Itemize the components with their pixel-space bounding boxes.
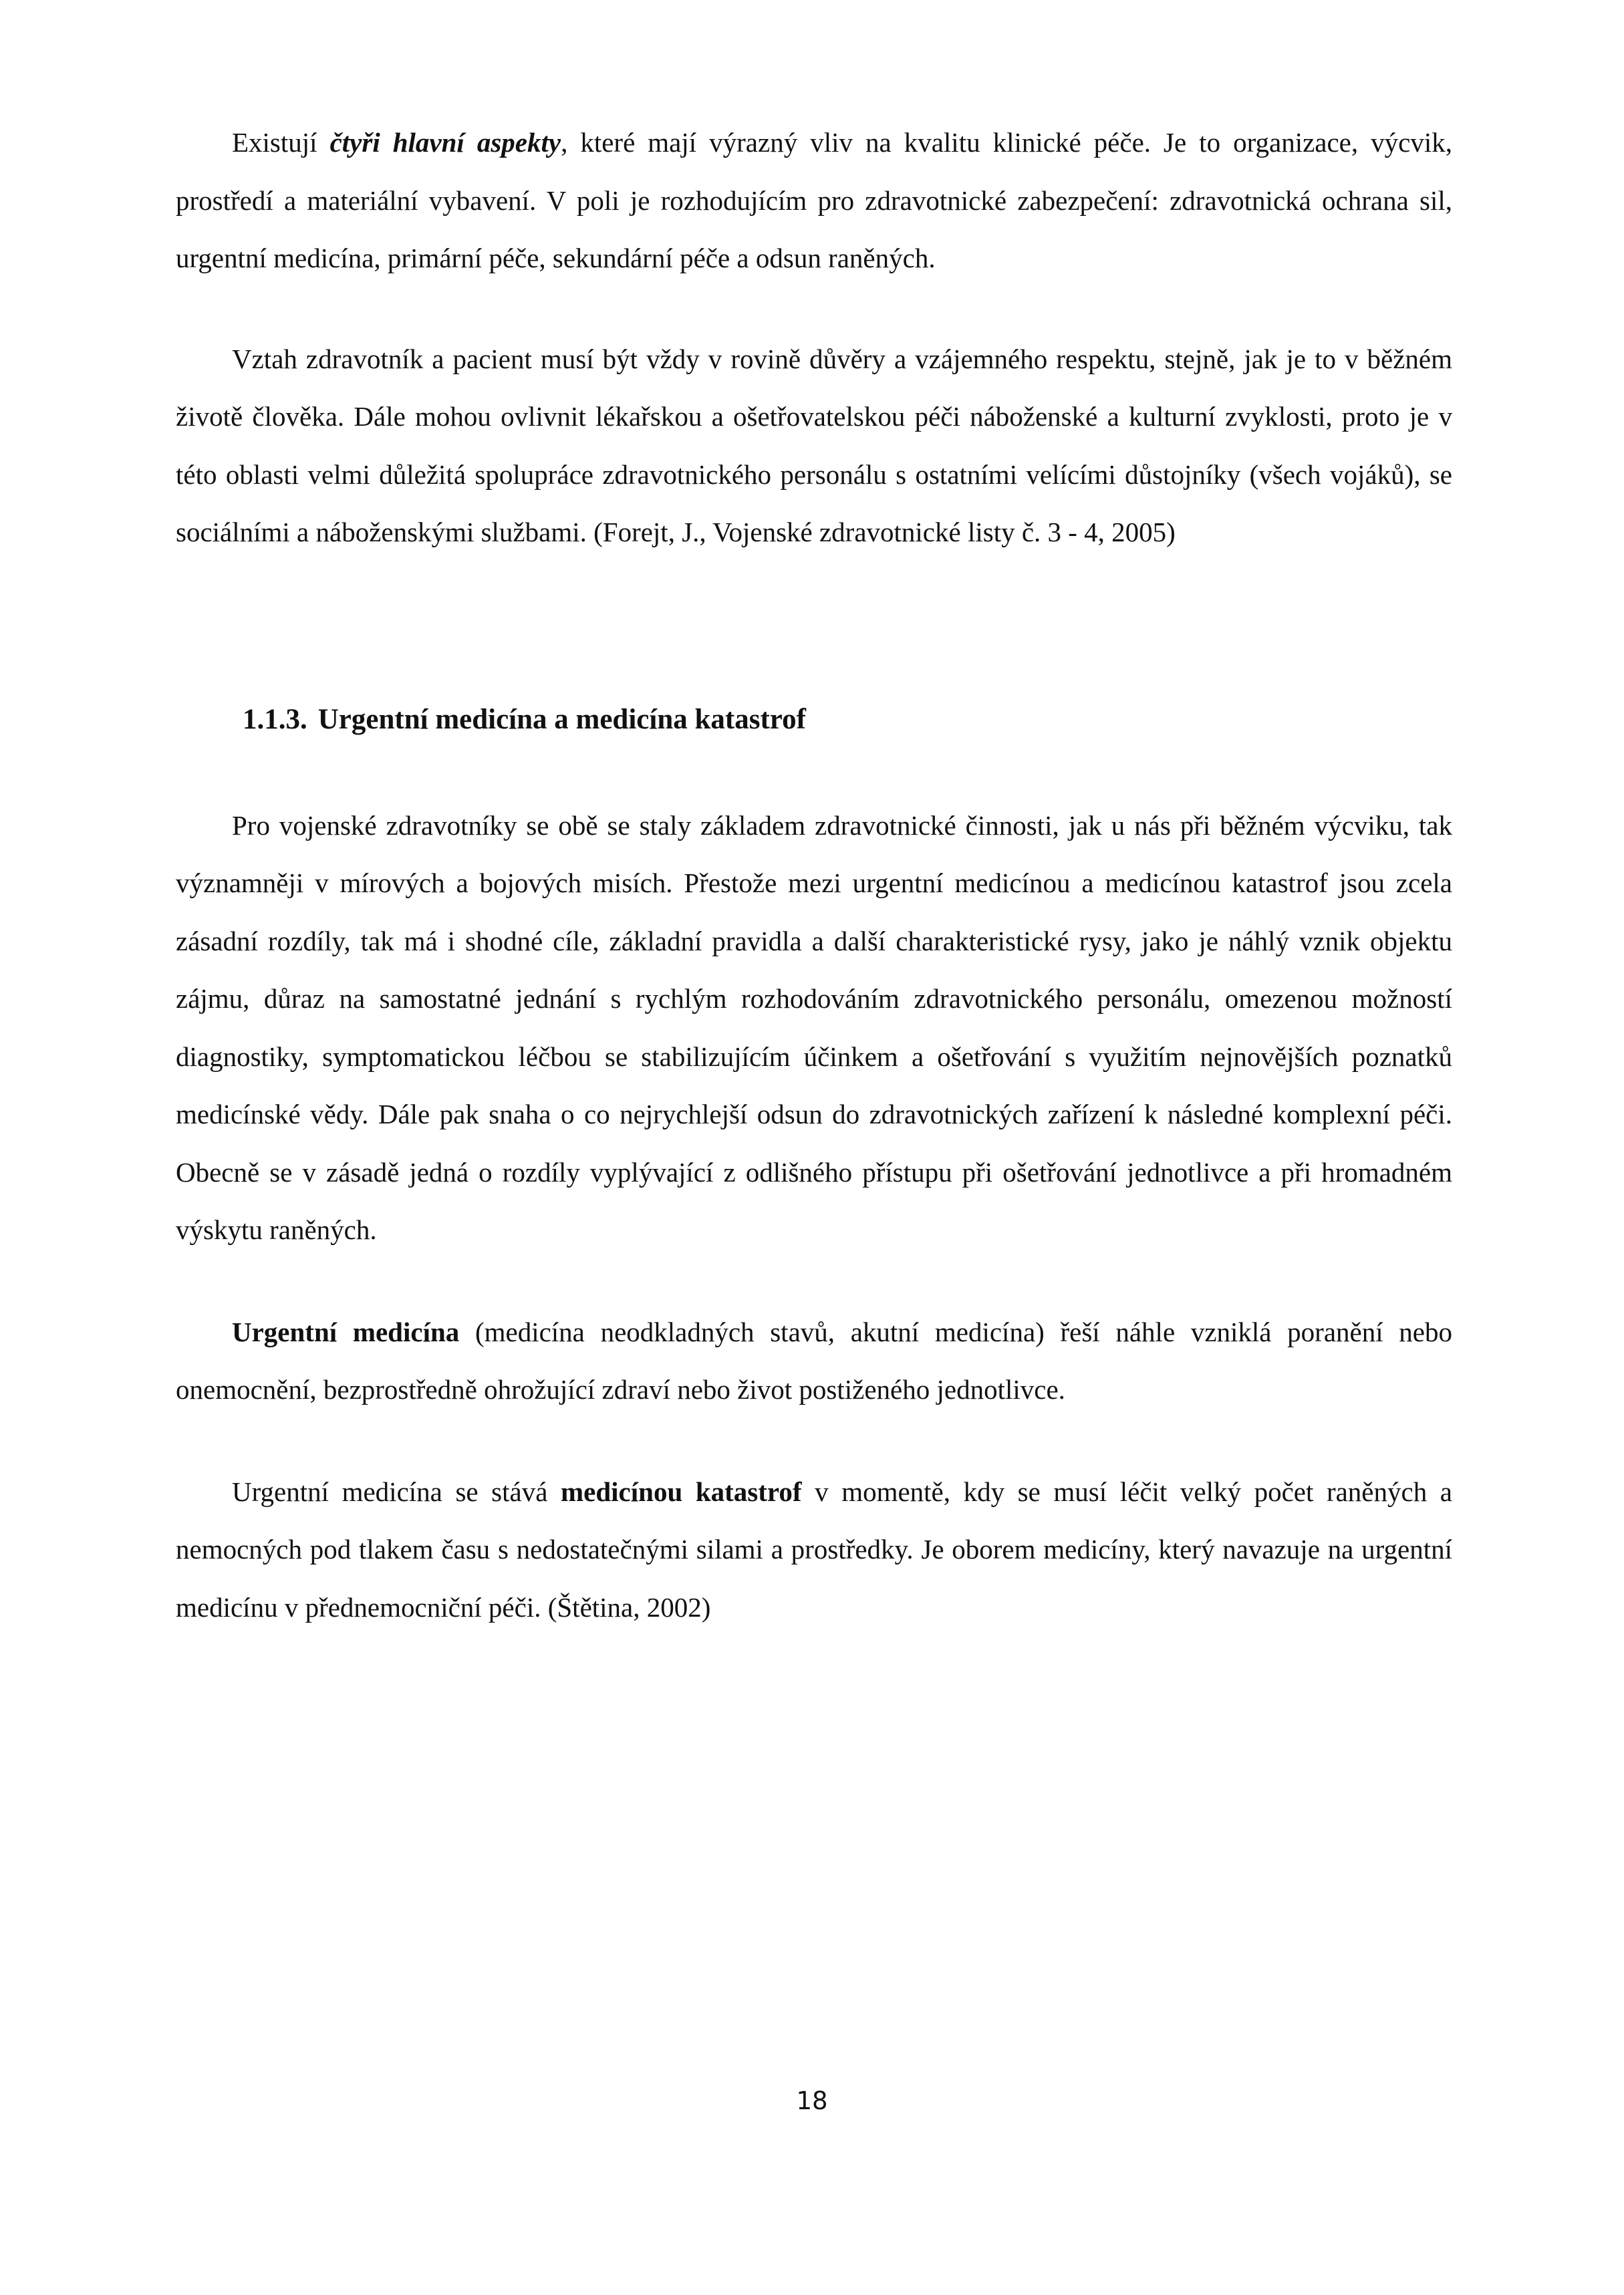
paragraph-aspects-text-2: , které mají výrazný vliv na kvalitu klinické péče. Je to organizace, výcvik, prostředí a materiální vybavení. V poli je rozhodujícím pro zdravotnické zabezpečení: zdravotnická ochrana sil, urgentní medicína, primární péče, sekundární péče a odsun raněných. <box>176 127 1452 273</box>
paragraph-military-medics <box>176 797 1452 1259</box>
paragraph-relationship <box>176 330 1452 561</box>
document-page <box>176 114 1452 1636</box>
section-title: Urgentní medicína a medicína katastrof <box>317 703 806 735</box>
emphasis-four-aspects: čtyři hlavní aspekty <box>329 127 561 158</box>
paragraph-aspects-text-1: Existují <box>232 127 330 158</box>
term-urgent-medicine: Urgentní medicína <box>232 1316 460 1347</box>
paragraph-urgent-medicine-text: (medicína neodkladných stavů, akutní medicína) řeší náhle vzniklá poranění nebo onemocnění, bezprostředně ohrožující zdraví nebo život postiženého jednotlivce. <box>176 1316 1452 1405</box>
paragraph-aspects <box>176 114 1452 287</box>
paragraph-disaster-medicine <box>176 1463 1452 1637</box>
paragraph-military-medics-text: Pro vojenské zdravotníky se obě se staly základem zdravotnické činnosti, jak u nás při běžném výcviku, tak významněji v mírových a bojových misích. Přestože mezi urgentní medicínou a medicínou katastrof jsou zcela zásadní rozdíly, tak má i shodné cíle, základní pravidla a další charakteristické rysy, jako je náhlý vznik objektu zájmu, důraz na samostatné jednání s rychlým rozhodováním zdravotnického personálu, omezenou možností diagnostiky, symptomatickou léčbou se stabilizujícím účinkem a ošetřování s využitím nejnovějších poznatků medicínské vědy. Dále pak snaha o co nejrychlejší odsun do zdravotnických zařízení k následné komplexní péči. Obecně se v zásadě jedná o rozdíly vyplývající z odlišného přístupu při ošetřování jednotlivce a při hromadném výskytu raněných. <box>176 809 1452 1245</box>
paragraph-disaster-medicine-text-2: v momentě, kdy se musí léčit velký počet raněných a nemocných pod tlakem času s nedostatečnými silami a prostředky. Je oborem medicíny, který navazuje na urgentní medicínu v přednemocniční péči. (Štětina, 2002) <box>176 1476 1452 1623</box>
section-number: 1.1.3. <box>243 703 307 735</box>
page-number: 18 <box>796 2086 828 2115</box>
term-disaster-medicine: medicínou katastrof <box>561 1476 802 1507</box>
paragraph-urgent-medicine <box>176 1303 1452 1419</box>
paragraph-relationship-text: Vztah zdravotník a pacient musí být vždy v rovině důvěry a vzájemného respektu, stejně, jak je to v běžném životě člověka. Dále mohou ovlivnit lékařskou a ošetřovatelskou péči náboženské a kulturní zvyklosti, proto je v této oblasti velmi důležitá spolupráce zdravotnického personálu s ostatními velícími důstojníky (všech vojáků), se sociálními a náboženskými službami. (Forejt, J., Vojenské zdravotnické listy č. 3 - 4, 2005) <box>176 343 1452 547</box>
paragraph-disaster-medicine-text-1: Urgentní medicína se stává <box>232 1476 561 1507</box>
section-heading <box>176 691 1452 749</box>
